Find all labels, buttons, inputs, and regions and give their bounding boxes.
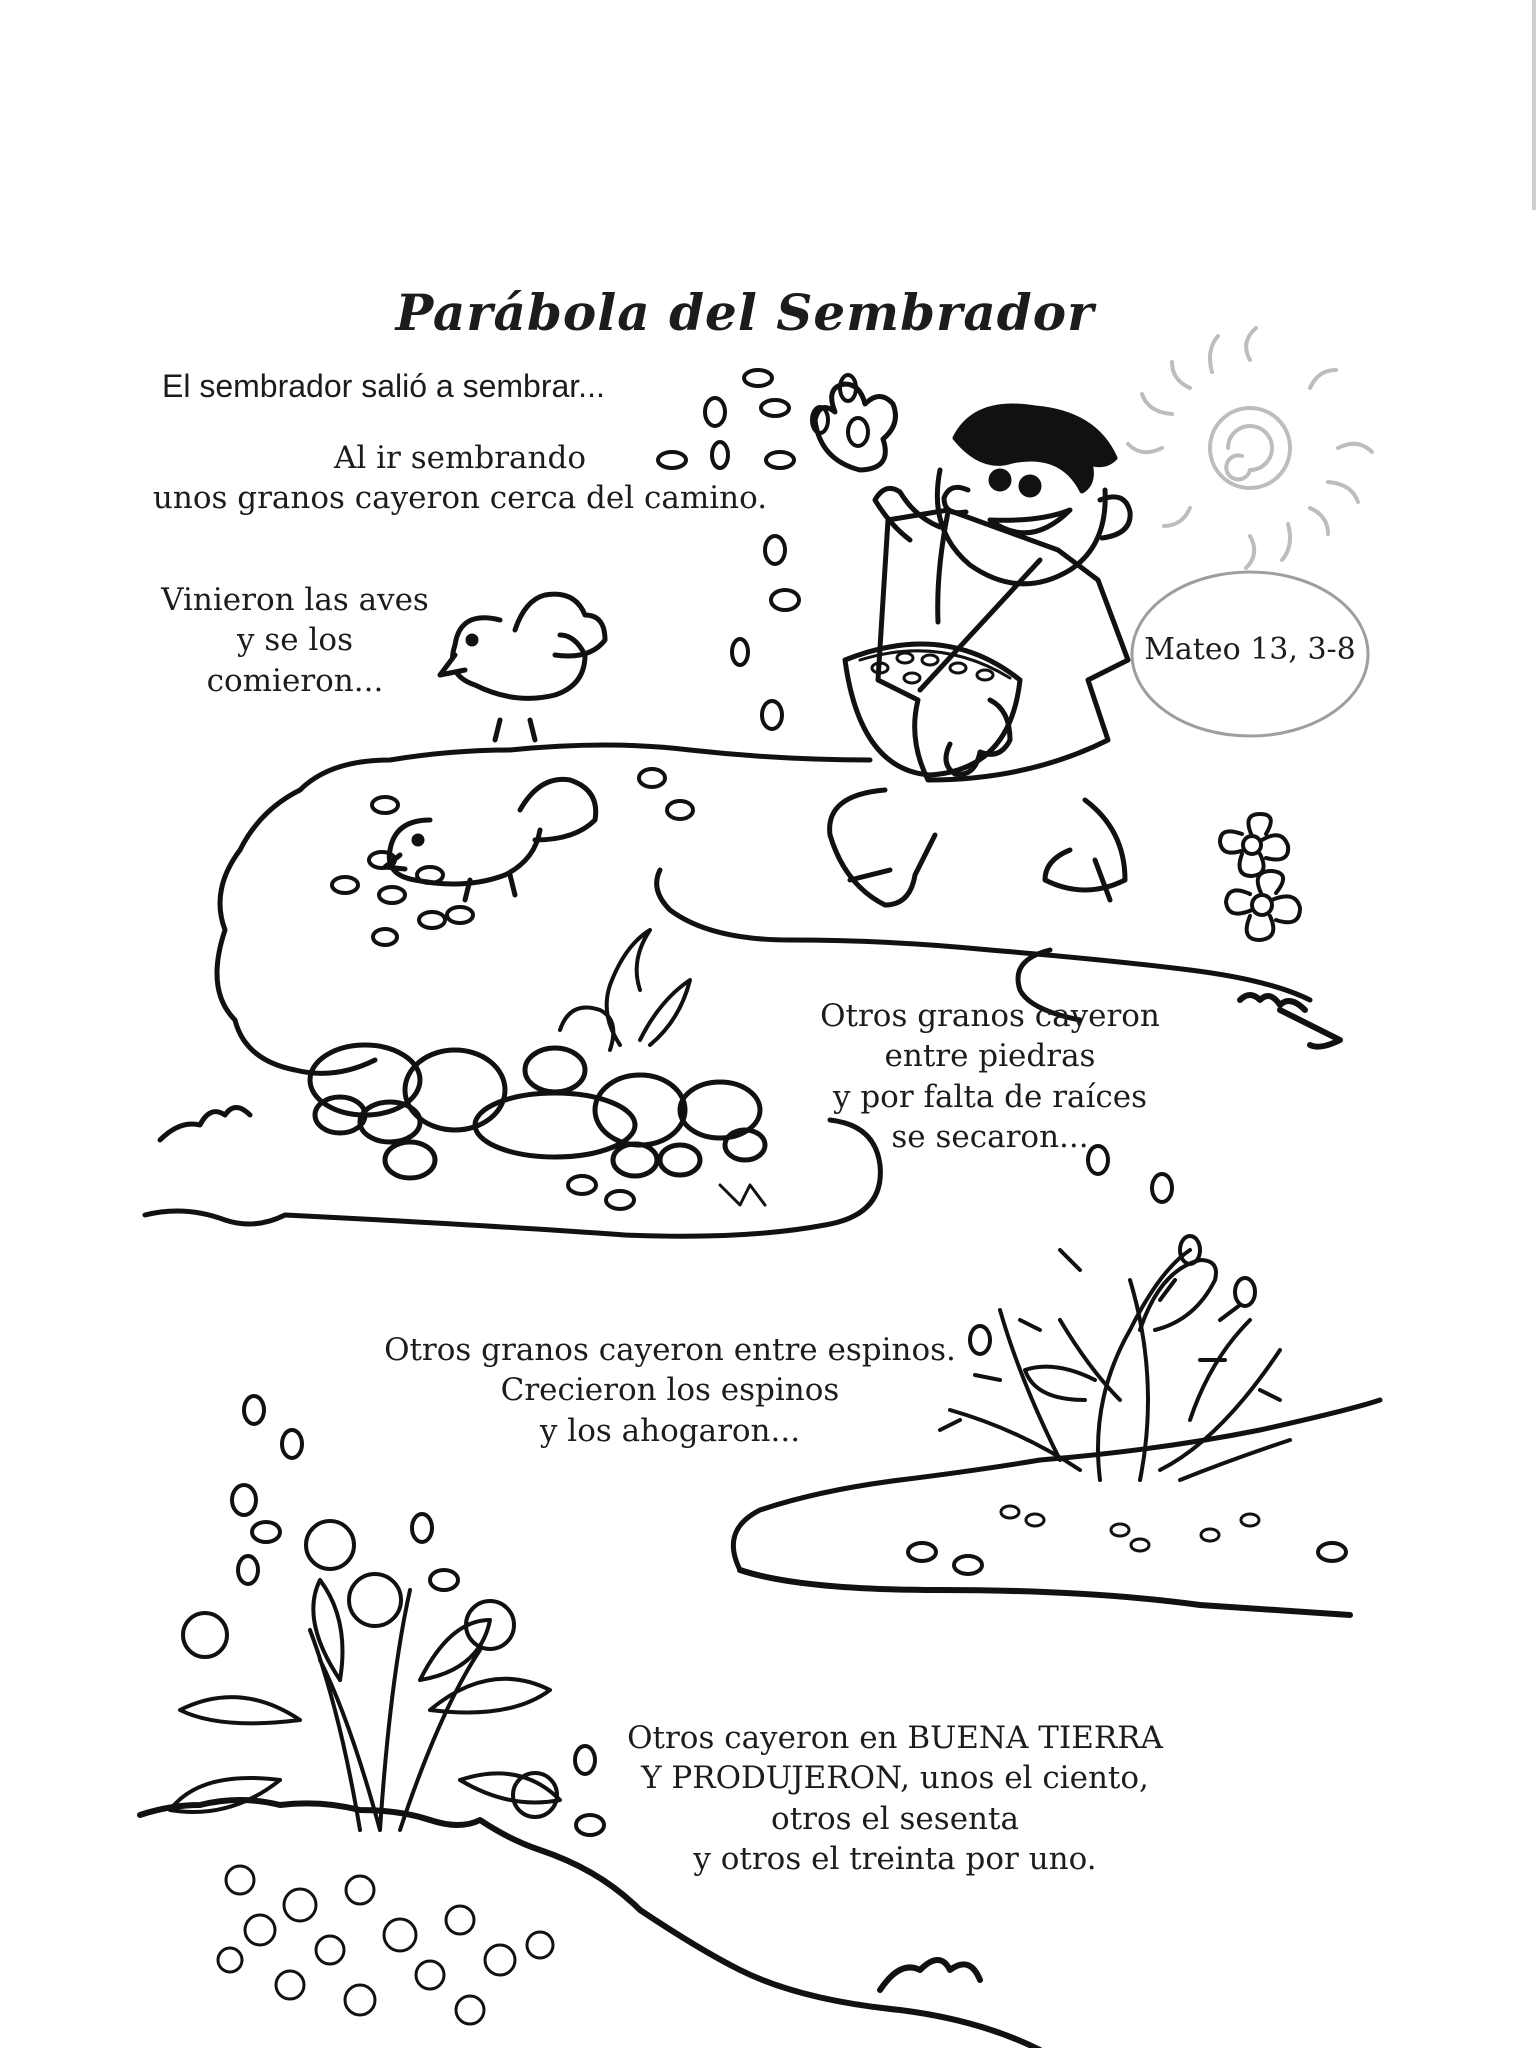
ground-seeds bbox=[332, 769, 693, 945]
passage-thorns: Otros granos cayeron entre espinos. Crecieron los espinos y los ahogaron... bbox=[384, 1332, 956, 1449]
passage-birds: Vinieron las aves y se los comieron... bbox=[161, 582, 429, 699]
fruiting-plant bbox=[170, 1396, 604, 1835]
thorn-bush bbox=[940, 1146, 1290, 1480]
page-title: Parábola del Sembrador bbox=[395, 283, 1095, 342]
passage-stones: Otros granos cayeron entre piedras y por falta de raíces se secaron... bbox=[820, 998, 1160, 1155]
bible-reference: Mateo 13, 3-8 bbox=[1144, 632, 1356, 667]
stones-ground bbox=[145, 1108, 880, 1237]
flying-seeds bbox=[658, 370, 868, 729]
passage-good-soil: Otros cayeron en BUENA TIERRA Y PRODUJERON, unos el ciento, otros el sesenta y otros el treinta por uno. bbox=[627, 1720, 1163, 1877]
flowers bbox=[1220, 814, 1300, 940]
bird bbox=[440, 594, 605, 740]
passage-road: Al ir sembrando unos granos cayeron cerca del camino. bbox=[152, 440, 768, 517]
intro-text: El sembrador salió a sembrar... bbox=[162, 368, 605, 404]
sower bbox=[815, 384, 1130, 905]
sun bbox=[1128, 328, 1372, 568]
stones bbox=[310, 930, 765, 1178]
bird bbox=[385, 779, 596, 900]
